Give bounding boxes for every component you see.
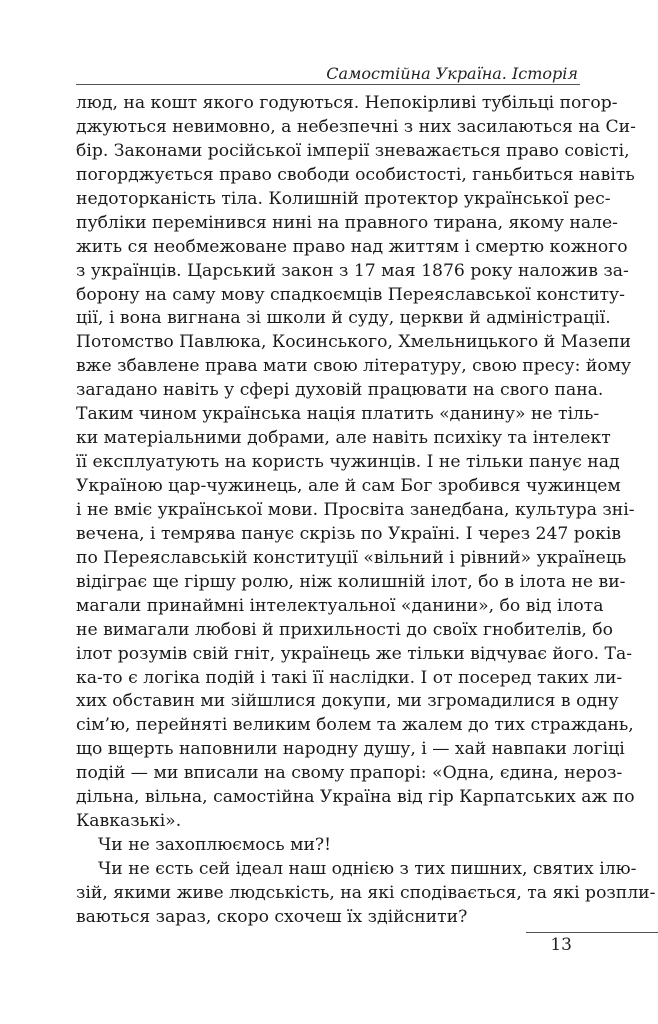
page-number: 13 xyxy=(550,935,572,955)
text-line: ілот розумів свій гніт, українець же тільки відчуває його. Та- xyxy=(76,643,633,664)
text-line: борону на саму мову спадкоємців Переяславської конститу- xyxy=(76,284,625,305)
paragraph-2 xyxy=(76,834,580,858)
text-line: люд, на кошт якого годуються. Непокірливі тубільці погор- xyxy=(76,93,618,113)
text-line: зій, якими живе людськість, на які сподівається, та які розпли- xyxy=(76,882,656,903)
text-line: подій — ми вписали на свому прапорі: «Одна, єдина, нероз- xyxy=(76,763,623,784)
footer-rule xyxy=(526,932,658,933)
text-line: ваються зараз, скоро схочеш їх здійснити? xyxy=(76,906,468,927)
paragraph-1 xyxy=(76,92,636,834)
text-line: по Переяславській конституції «вільний і рівний» українець xyxy=(76,547,627,568)
text-line: і не вміє української мови. Просвіта занедбана, культура зні- xyxy=(76,499,635,520)
text-line: ції, і вона вигнана зі школи й суду, церкви й адміністрації. xyxy=(76,308,611,329)
text-line: Кавказькі». xyxy=(76,811,182,832)
text-line: Чи не захоплюємось ми?! xyxy=(98,835,332,856)
text-line: відіграє ще гіршу ролю, ніж колишній ілот, бо в ілота не ви- xyxy=(76,571,626,592)
text-line: Таким чином українська нація платить «данину» не тіль- xyxy=(76,404,600,425)
text-line: що вщерть наповнили народну душу, і — хай навпаки логіці xyxy=(76,739,625,760)
text-line: не вимагали любові й прихильності до своїх гнобителів, бо xyxy=(76,619,614,640)
text-line: жить ся необмежоване право над життям і смертю кожного xyxy=(76,236,628,257)
paragraph-3 xyxy=(76,858,656,930)
header-rule xyxy=(76,84,580,85)
text-line: магали принаймні інтелектуальної «данини», бо від ілота xyxy=(76,595,604,616)
text-line: бір. Законами російської імперії зневажається право совісті, xyxy=(76,140,630,161)
text-line: Потомство Павлюка, Косинського, Хмельницького й Мазепи xyxy=(76,332,631,353)
text-line: недоторканість тіла. Колишній протектор української рес- xyxy=(76,188,611,209)
body-text xyxy=(76,92,656,930)
running-head: Самостійна Україна. Історія xyxy=(326,64,578,83)
text-line: сім’ю, перейняті великим болем та жалем до тих страждань, xyxy=(76,715,634,736)
text-line: Чи не єсть сей ідеал наш однією з тих пишних, святих ілю- xyxy=(98,859,637,879)
text-line: джуються невимовно, а небезпечні з них засилаються на Си- xyxy=(76,116,636,137)
text-line: вже збавлене права мати свою літературу, свою пресу: йому xyxy=(76,356,632,377)
text-line: ки матеріальними добрами, але навіть психіку та інтелект xyxy=(76,428,611,449)
text-line: дільна, вільна, самостійна Україна від гір Карпатських аж по xyxy=(76,787,635,808)
text-line: з українців. Царський закон з 17 мая 1876 року наложив за- xyxy=(76,260,629,281)
text-line: Україною цар-чужинець, але й сам Бог зробився чужинцем xyxy=(76,476,621,496)
text-line: загадано навіть у сфері духовій працювати на свого пана. xyxy=(76,380,604,401)
text-line: хих обставин ми зійшлися докупи, ми згромадилися в одну xyxy=(76,691,619,712)
text-line: ка-то є логіка подій і такі її наслідки. І от посеред таких ли- xyxy=(76,667,623,688)
text-line: її експлуатують на користь чужинців. І не тільки панує над xyxy=(76,452,620,473)
text-line: публіки перемінився нині на правного тирана, якому нале- xyxy=(76,212,618,233)
text-line: вечена, і темрява панує скрізь по Україні. І через 247 років xyxy=(76,523,622,544)
text-line: погорджується право свободи особистості, ганьбиться навіть xyxy=(76,164,635,185)
